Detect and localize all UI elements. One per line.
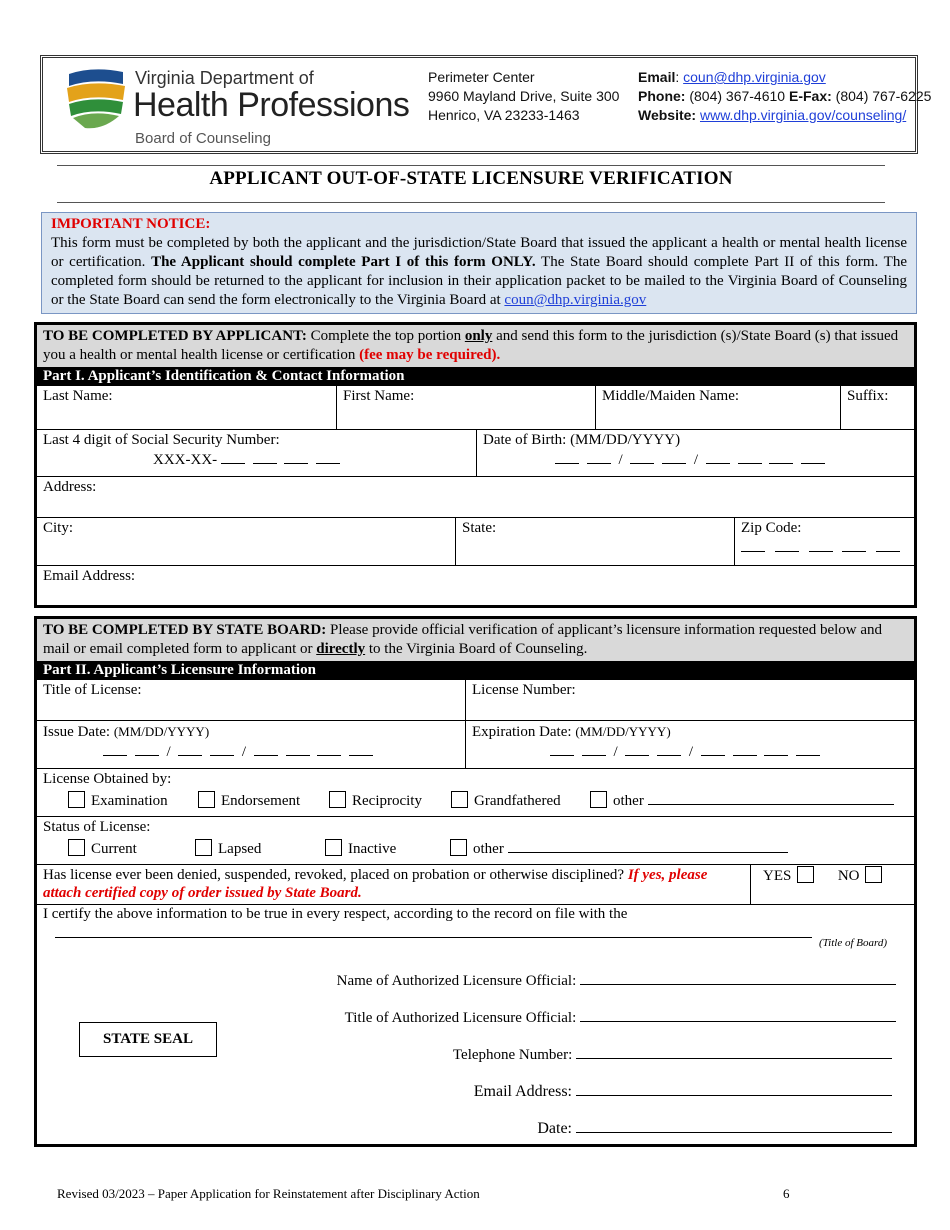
checkbox[interactable] bbox=[325, 839, 342, 856]
fee-open: ( bbox=[359, 347, 365, 363]
option-label: other bbox=[613, 793, 644, 809]
part-1-bar: Part I. Applicant’s Identification & Contact Information bbox=[37, 367, 914, 386]
instructions-lead: TO BE COMPLETED BY STATE BOARD: bbox=[43, 622, 327, 638]
obtained-endorsement-option[interactable] bbox=[198, 791, 300, 810]
status-current-option[interactable] bbox=[68, 839, 137, 858]
exp-month-digit[interactable] bbox=[582, 742, 606, 756]
email-link[interactable]: coun@dhp.virginia.gov bbox=[683, 69, 826, 85]
email-address-label: Email Address: bbox=[43, 568, 136, 584]
discipline-note: If yes, please bbox=[627, 867, 708, 883]
expiration-date-label: Expiration Date: bbox=[472, 724, 572, 740]
option-label: Endorsement bbox=[221, 793, 301, 809]
ssn-prefix: XXX-XX- bbox=[153, 452, 218, 468]
notice-bold: The Applicant should complete Part I of this form ONLY. bbox=[151, 254, 536, 270]
notice-email-link[interactable]: coun@dhp.virginia.gov bbox=[504, 292, 647, 308]
date-slash: / bbox=[693, 452, 699, 468]
issue-date-field[interactable] bbox=[37, 721, 466, 769]
option-label: Examination bbox=[91, 793, 168, 809]
logo-dept-line: Virginia Department of bbox=[135, 68, 314, 88]
certify-statement: I certify the above information to be true in every respect, according to the record on file with the bbox=[43, 906, 628, 922]
part-2-instructions bbox=[37, 619, 914, 661]
exp-year-digit[interactable] bbox=[796, 742, 820, 756]
exp-month-digit[interactable] bbox=[550, 742, 574, 756]
telephone-row bbox=[453, 1045, 892, 1064]
dob-day-digit[interactable] bbox=[662, 450, 686, 464]
date-slash: / bbox=[166, 744, 171, 760]
official-name-input[interactable] bbox=[580, 971, 896, 985]
checkbox[interactable] bbox=[195, 839, 212, 856]
discipline-note-2: attach certified copy of order issued by State Board. bbox=[43, 885, 362, 901]
no-option[interactable] bbox=[838, 868, 888, 884]
instructions-text: Please provide official verification of applicant’s licensure information requested below and mail or email completed form to applicant or bbox=[43, 622, 883, 657]
official-email-input[interactable] bbox=[576, 1082, 892, 1096]
title-of-license-field[interactable] bbox=[37, 680, 466, 721]
telephone-input[interactable] bbox=[576, 1045, 892, 1059]
address-field[interactable] bbox=[37, 477, 914, 518]
date-input[interactable] bbox=[576, 1119, 892, 1133]
official-name-row bbox=[337, 971, 896, 990]
official-email-label: Email Address: bbox=[473, 1083, 572, 1100]
issue-date-label: Issue Date: bbox=[43, 724, 111, 740]
zip-field[interactable] bbox=[735, 518, 914, 566]
notice-text: This form must be completed by both the applicant and the jurisdiction/State Board that issued the applicant a health or mental health license or certification. bbox=[51, 235, 907, 270]
notice-heading: IMPORTANT NOTICE: bbox=[51, 216, 211, 232]
last-name-field[interactable] bbox=[37, 386, 337, 430]
letterhead bbox=[40, 55, 932, 154]
instructions-text-2: and send this form to the jurisdiction (s)/State Board (s) that issued you a health or mental health license or certification bbox=[43, 328, 899, 363]
title-of-board-line[interactable] bbox=[55, 937, 812, 938]
dob-day-digit[interactable] bbox=[630, 450, 654, 464]
dob-year-digit[interactable] bbox=[769, 450, 793, 464]
exp-year-digit[interactable] bbox=[764, 742, 788, 756]
checkbox[interactable] bbox=[590, 791, 607, 808]
state-seal-box: STATE SEAL bbox=[79, 1022, 217, 1057]
logo-board-line: Board of Counseling bbox=[135, 130, 271, 147]
city-field[interactable] bbox=[37, 518, 456, 566]
option-label: Reciprocity bbox=[352, 793, 422, 809]
ssn-digit[interactable] bbox=[253, 450, 277, 464]
email-label: Email bbox=[638, 69, 676, 85]
exp-year-digit[interactable] bbox=[733, 742, 757, 756]
date-slash: / bbox=[241, 744, 247, 760]
title-of-license-label: Title of License: bbox=[43, 682, 142, 698]
official-title-label: Title of Authorized Licensure Official: bbox=[344, 1010, 577, 1026]
footer-text: Revised 03/2023 – Paper Application for Reinstatement after Disciplinary Action bbox=[57, 1186, 480, 1201]
website-link[interactable]: www.dhp.virginia.gov/counseling/ bbox=[699, 107, 907, 123]
dob-month-digit[interactable] bbox=[587, 450, 611, 464]
license-obtained-label: License Obtained by: bbox=[43, 771, 172, 787]
state-label: State: bbox=[462, 520, 497, 536]
exp-year-digit[interactable] bbox=[701, 742, 725, 756]
issue-year-digit[interactable] bbox=[254, 742, 278, 756]
title-of-board-label: (Title of Board) bbox=[819, 937, 888, 949]
zip-digit[interactable] bbox=[842, 538, 866, 552]
issue-day-digit[interactable] bbox=[210, 742, 234, 756]
dob-field[interactable] bbox=[477, 430, 914, 477]
date-label: Date: bbox=[537, 1120, 572, 1137]
issue-year-digit[interactable] bbox=[317, 742, 341, 756]
fee-note: fee may be required bbox=[364, 347, 492, 363]
obtained-reciprocity-option[interactable] bbox=[329, 791, 422, 810]
city-label: City: bbox=[43, 520, 74, 536]
address-label: Address: bbox=[43, 479, 97, 495]
ssn-digit[interactable] bbox=[221, 450, 245, 464]
zip-digit[interactable] bbox=[741, 538, 765, 552]
issue-month-digit[interactable] bbox=[103, 742, 127, 756]
checkbox[interactable] bbox=[450, 839, 467, 856]
obtained-other-input[interactable] bbox=[648, 791, 894, 805]
status-inactive-option[interactable] bbox=[325, 839, 396, 858]
discipline-answer bbox=[751, 865, 914, 905]
address-line: Henrico, VA 23233-1463 bbox=[428, 107, 580, 123]
dob-year-digit[interactable] bbox=[801, 450, 825, 464]
option-label: Current bbox=[91, 841, 137, 857]
expiration-date-field[interactable] bbox=[466, 721, 914, 769]
date-slash: / bbox=[688, 744, 694, 760]
checkbox[interactable] bbox=[68, 791, 85, 808]
dob-year-digit[interactable] bbox=[706, 450, 730, 464]
license-number-field[interactable] bbox=[466, 680, 914, 721]
instructions-text: Complete the top portion bbox=[310, 328, 462, 344]
important-notice bbox=[41, 212, 917, 314]
yes-label: YES bbox=[763, 868, 792, 884]
dob-label: Date of Birth: (MM/DD/YYYY) bbox=[483, 432, 681, 448]
page-number: 6 bbox=[783, 1186, 790, 1201]
zip-label: Zip Code: bbox=[741, 520, 802, 536]
part-1-instructions bbox=[37, 325, 914, 367]
status-other-option[interactable] bbox=[450, 839, 788, 858]
discipline-question-text: Has license ever been denied, suspended, revoked, placed on probation or otherwise disciplined? bbox=[43, 867, 625, 883]
title-rule-bottom bbox=[57, 202, 885, 203]
address-line: Perimeter Center bbox=[428, 69, 535, 85]
issue-day-digit[interactable] bbox=[178, 742, 202, 756]
no-label: NO bbox=[837, 868, 860, 884]
ssn-label: Last 4 digit of Social Security Number: bbox=[43, 432, 280, 448]
checkbox[interactable] bbox=[198, 791, 215, 808]
phone-label: Phone: bbox=[638, 88, 686, 104]
checkbox[interactable] bbox=[68, 839, 85, 856]
checkbox[interactable] bbox=[329, 791, 346, 808]
exp-day-digit[interactable] bbox=[625, 742, 649, 756]
telephone-label: Telephone Number: bbox=[452, 1047, 573, 1063]
efax-value: (804) 767-6225 bbox=[835, 88, 932, 104]
email-address-field[interactable] bbox=[37, 566, 914, 605]
no-checkbox[interactable] bbox=[865, 866, 882, 883]
official-title-row bbox=[345, 1008, 896, 1027]
date-format: (MM/DD/YYYY) bbox=[575, 724, 671, 739]
status-other-input[interactable] bbox=[508, 839, 788, 853]
date-row bbox=[537, 1119, 892, 1138]
dhp-logo bbox=[63, 64, 423, 149]
ssn-digit[interactable] bbox=[284, 450, 308, 464]
contact-info: Email: coun@dhp.virginia.gov Phone: (804) 367-4610 E-Fax: (804) 767-6225 Website: www.dhp.virginia.gov/counseling/ bbox=[638, 69, 932, 123]
checkbox[interactable] bbox=[451, 791, 468, 808]
official-title-input[interactable] bbox=[580, 1008, 896, 1022]
instructions-text-2: to the Virginia Board of Counseling. bbox=[368, 641, 588, 657]
suffix-field[interactable] bbox=[841, 386, 914, 430]
middle-name-label: Middle/Maiden Name: bbox=[602, 388, 740, 404]
instructions-only: only bbox=[464, 328, 493, 344]
option-label: Inactive bbox=[348, 841, 397, 857]
part-2-section bbox=[34, 616, 917, 1147]
website-label: Website: bbox=[638, 107, 697, 123]
phone-value: (804) 367-4610 bbox=[689, 88, 786, 104]
status-lapsed-option[interactable] bbox=[195, 839, 261, 858]
official-name-label: Name of Authorized Licensure Official: bbox=[336, 973, 577, 989]
instructions-lead: TO BE COMPLETED BY APPLICANT: bbox=[43, 328, 307, 344]
license-number-label: License Number: bbox=[472, 682, 576, 698]
issue-year-digit[interactable] bbox=[286, 742, 310, 756]
part-2-bar: Part II. Applicant’s Licensure Information bbox=[37, 661, 914, 680]
first-name-field[interactable] bbox=[337, 386, 596, 430]
office-address bbox=[428, 68, 619, 125]
logo-main-line: Health Professions bbox=[133, 86, 410, 124]
issue-month-digit[interactable] bbox=[135, 742, 159, 756]
obtained-grandfathered-option[interactable] bbox=[451, 791, 561, 810]
license-status-label: Status of License: bbox=[43, 819, 151, 835]
address-line: 9960 Mayland Drive, Suite 300 bbox=[428, 88, 620, 104]
efax-label: E-Fax: bbox=[788, 88, 832, 104]
yes-option[interactable] bbox=[763, 868, 820, 884]
date-slash: / bbox=[613, 744, 618, 760]
yes-checkbox[interactable] bbox=[797, 866, 814, 883]
zip-digit[interactable] bbox=[809, 538, 833, 552]
part-1-section bbox=[34, 322, 917, 608]
email-row bbox=[474, 1082, 892, 1101]
date-slash: / bbox=[618, 452, 623, 468]
ssn-digit[interactable] bbox=[316, 450, 340, 464]
dob-year-digit[interactable] bbox=[738, 450, 762, 464]
date-format: (MM/DD/YYYY) bbox=[113, 724, 210, 739]
state-field[interactable] bbox=[456, 518, 735, 566]
first-name-label: First Name: bbox=[343, 388, 415, 404]
option-label: other bbox=[473, 841, 504, 857]
last-name-label: Last Name: bbox=[43, 388, 113, 404]
dhp-logo-icon bbox=[63, 68, 129, 130]
ssn-field[interactable] bbox=[37, 430, 477, 477]
form-title: APPLICANT OUT-OF-STATE LICENSURE VERIFICATION bbox=[209, 168, 733, 189]
issue-year-digit[interactable] bbox=[349, 742, 373, 756]
title-rule-top bbox=[57, 165, 885, 166]
obtained-other-option[interactable] bbox=[590, 791, 894, 810]
dob-month-digit[interactable] bbox=[555, 450, 579, 464]
notice-text-2: The State Board should complete Part II of this form. The completed form should be returned to the applicant for inclusion in their application packet to be mailed to the Virginia Board of Counseling or the State Board can send the form electronically to the Virginia Board at bbox=[51, 254, 908, 308]
option-label: Grandfathered bbox=[474, 793, 561, 809]
middle-name-field[interactable] bbox=[596, 386, 841, 430]
zip-digit[interactable] bbox=[775, 538, 799, 552]
discipline-question bbox=[37, 865, 751, 905]
instructions-directly: directly bbox=[316, 641, 366, 657]
zip-digit[interactable] bbox=[876, 538, 900, 552]
fee-close: ). bbox=[491, 347, 501, 363]
obtained-examination-option[interactable] bbox=[68, 791, 168, 810]
suffix-label: Suffix: bbox=[847, 388, 889, 404]
option-label: Lapsed bbox=[218, 841, 262, 857]
exp-day-digit[interactable] bbox=[657, 742, 681, 756]
